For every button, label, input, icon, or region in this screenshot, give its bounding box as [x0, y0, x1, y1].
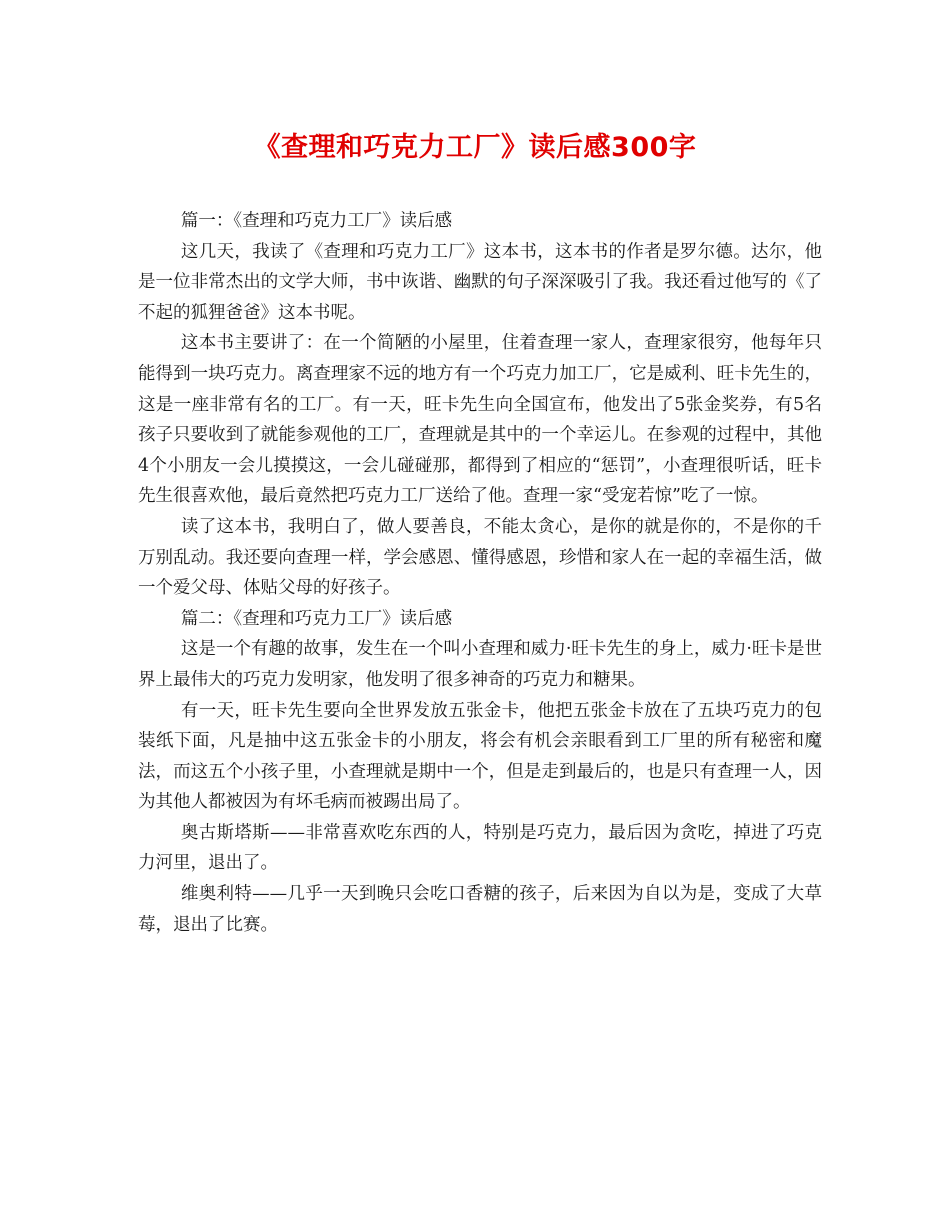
- paragraph: 这是一个有趣的故事，发生在一个叫小查理和威力·旺卡先生的身上，威力·旺卡是世界上最伟大的巧克力发明家，他发明了很多神奇的巧克力和糖果。: [138, 639, 822, 690]
- paragraph: 奥古斯塔斯——非常喜欢吃东西的人，特别是巧克力，最后因为贪吃，掉进了巧克力河里，退出了。: [138, 822, 822, 874]
- paragraph: 有一天，旺卡先生要向全世界发放五张金卡，他把五张金卡放在了五块巧克力的包装纸下面，凡是抽中这五张金卡的小朋友，将会有机会亲眼看到工厂里的所有秘密和魔法，而这五个小孩子里，小查理就是期中一个，但是走到最后的，也是只有查理一人，因为其他人都被因为有坏毛病而被踢出局了。: [138, 700, 822, 813]
- paragraph: 这本书主要讲了：在一个简陋的小屋里，住着查理一家人，查理家很穷，他每年只能得到一块巧克力。离查理家不远的地方有一个巧克力加工厂，它是威利、旺卡先生的，这是一座非常有名的工厂。有一天，旺卡先生向全国宣布，他发出了5张金奖券，有5名孩子只要收到了就能参观他的工厂，查理就是其中的一个幸运儿。在参观的过程中，其他4个小朋友一会儿摸摸这，一会儿碰碰那，都得到了相应的“惩罚”，小查理很听话，旺卡先生很喜欢他，最后竟然把巧克力工厂送给了他。查理一家“受宠若惊”吃了一惊。: [138, 333, 822, 507]
- paragraph: 这几天，我读了《查理和巧克力工厂》这本书，这本书的作者是罗尔德。达尔，他是一位非常杰出的文学大师，书中诙谐、幽默的句子深深吸引了我。我还看过他写的《了不起的狐狸爸爸》这本书呢。: [138, 241, 822, 323]
- document-body: [138, 206, 822, 940]
- section-heading-2: 篇二：《查理和巧克力工厂》读后感: [180, 608, 453, 629]
- paragraph: 读了这本书，我明白了，做人要善良，不能太贪心，是你的就是你的，不是你的千万别乱动。我还要向查理一样，学会感恩、懂得感恩，珍惜和家人在一起的幸福生活，做一个爱父母、体贴父母的好孩子。: [138, 516, 822, 599]
- paragraph: 维奥利特——几乎一天到晚只会吃口香糖的孩子，后来因为自以为是，变成了大草莓，退出了比赛。: [138, 884, 822, 935]
- section-heading-1: 篇一：《查理和巧克力工厂》读后感: [180, 211, 453, 231]
- document-title: 《查理和巧克力工厂》读后感300字: [253, 132, 697, 163]
